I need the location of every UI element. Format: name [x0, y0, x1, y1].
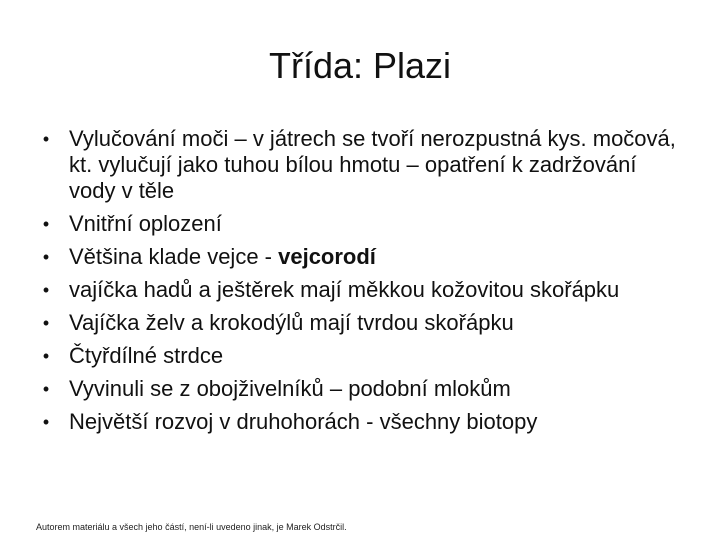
- bullet-icon: •: [42, 247, 50, 267]
- bullet-icon: •: [42, 346, 50, 366]
- bullet-icon: •: [42, 129, 50, 149]
- bullet-text: Vylučování moči – v játrech se tvoří nerozpustná kys. močová, kt. vylučují jako tuhou bílou hmotu – opatření k zadržování vody v těle: [69, 126, 676, 203]
- bullet-item: [36, 211, 676, 237]
- bullet-icon: •: [42, 280, 50, 300]
- slide-title: Třída: Plazi: [268, 45, 452, 86]
- bullet-icon: •: [42, 412, 50, 432]
- bullet-item: [36, 277, 676, 303]
- bullet-text: Největší rozvoj v druhohorách - všechny biotopy: [69, 409, 538, 434]
- bullet-item: [36, 409, 676, 435]
- bullet-icon: •: [42, 379, 50, 399]
- footer-credit: Autorem materiálu a všech jeho částí, není-li uvedeno jinak, je Marek Odstrčil.: [36, 522, 347, 532]
- bullet-item: [36, 126, 676, 204]
- bullet-item: [36, 310, 676, 336]
- bullet-item: [36, 376, 676, 402]
- bullet-text: Čtyřdílné strdce: [69, 343, 224, 368]
- bullet-bold-text: vejcorodí: [278, 244, 376, 269]
- bullet-item: [36, 343, 676, 369]
- bullet-icon: •: [42, 313, 50, 333]
- bullet-text: Vnitřní oplození: [69, 211, 222, 236]
- bullet-list: [36, 126, 676, 442]
- bullet-text: Vyvinuli se z obojživelníků – podobní mlokům: [69, 376, 511, 401]
- bullet-text: vajíčka hadů a ještěrek mají měkkou kožovitou skořápku: [69, 277, 620, 302]
- bullet-icon: •: [42, 214, 50, 234]
- bullet-item: [36, 244, 676, 270]
- bullet-text: Většina klade vejce -: [69, 244, 279, 269]
- bullet-text: Vajíčka želv a krokodýlů mají tvrdou skořápku: [69, 310, 514, 335]
